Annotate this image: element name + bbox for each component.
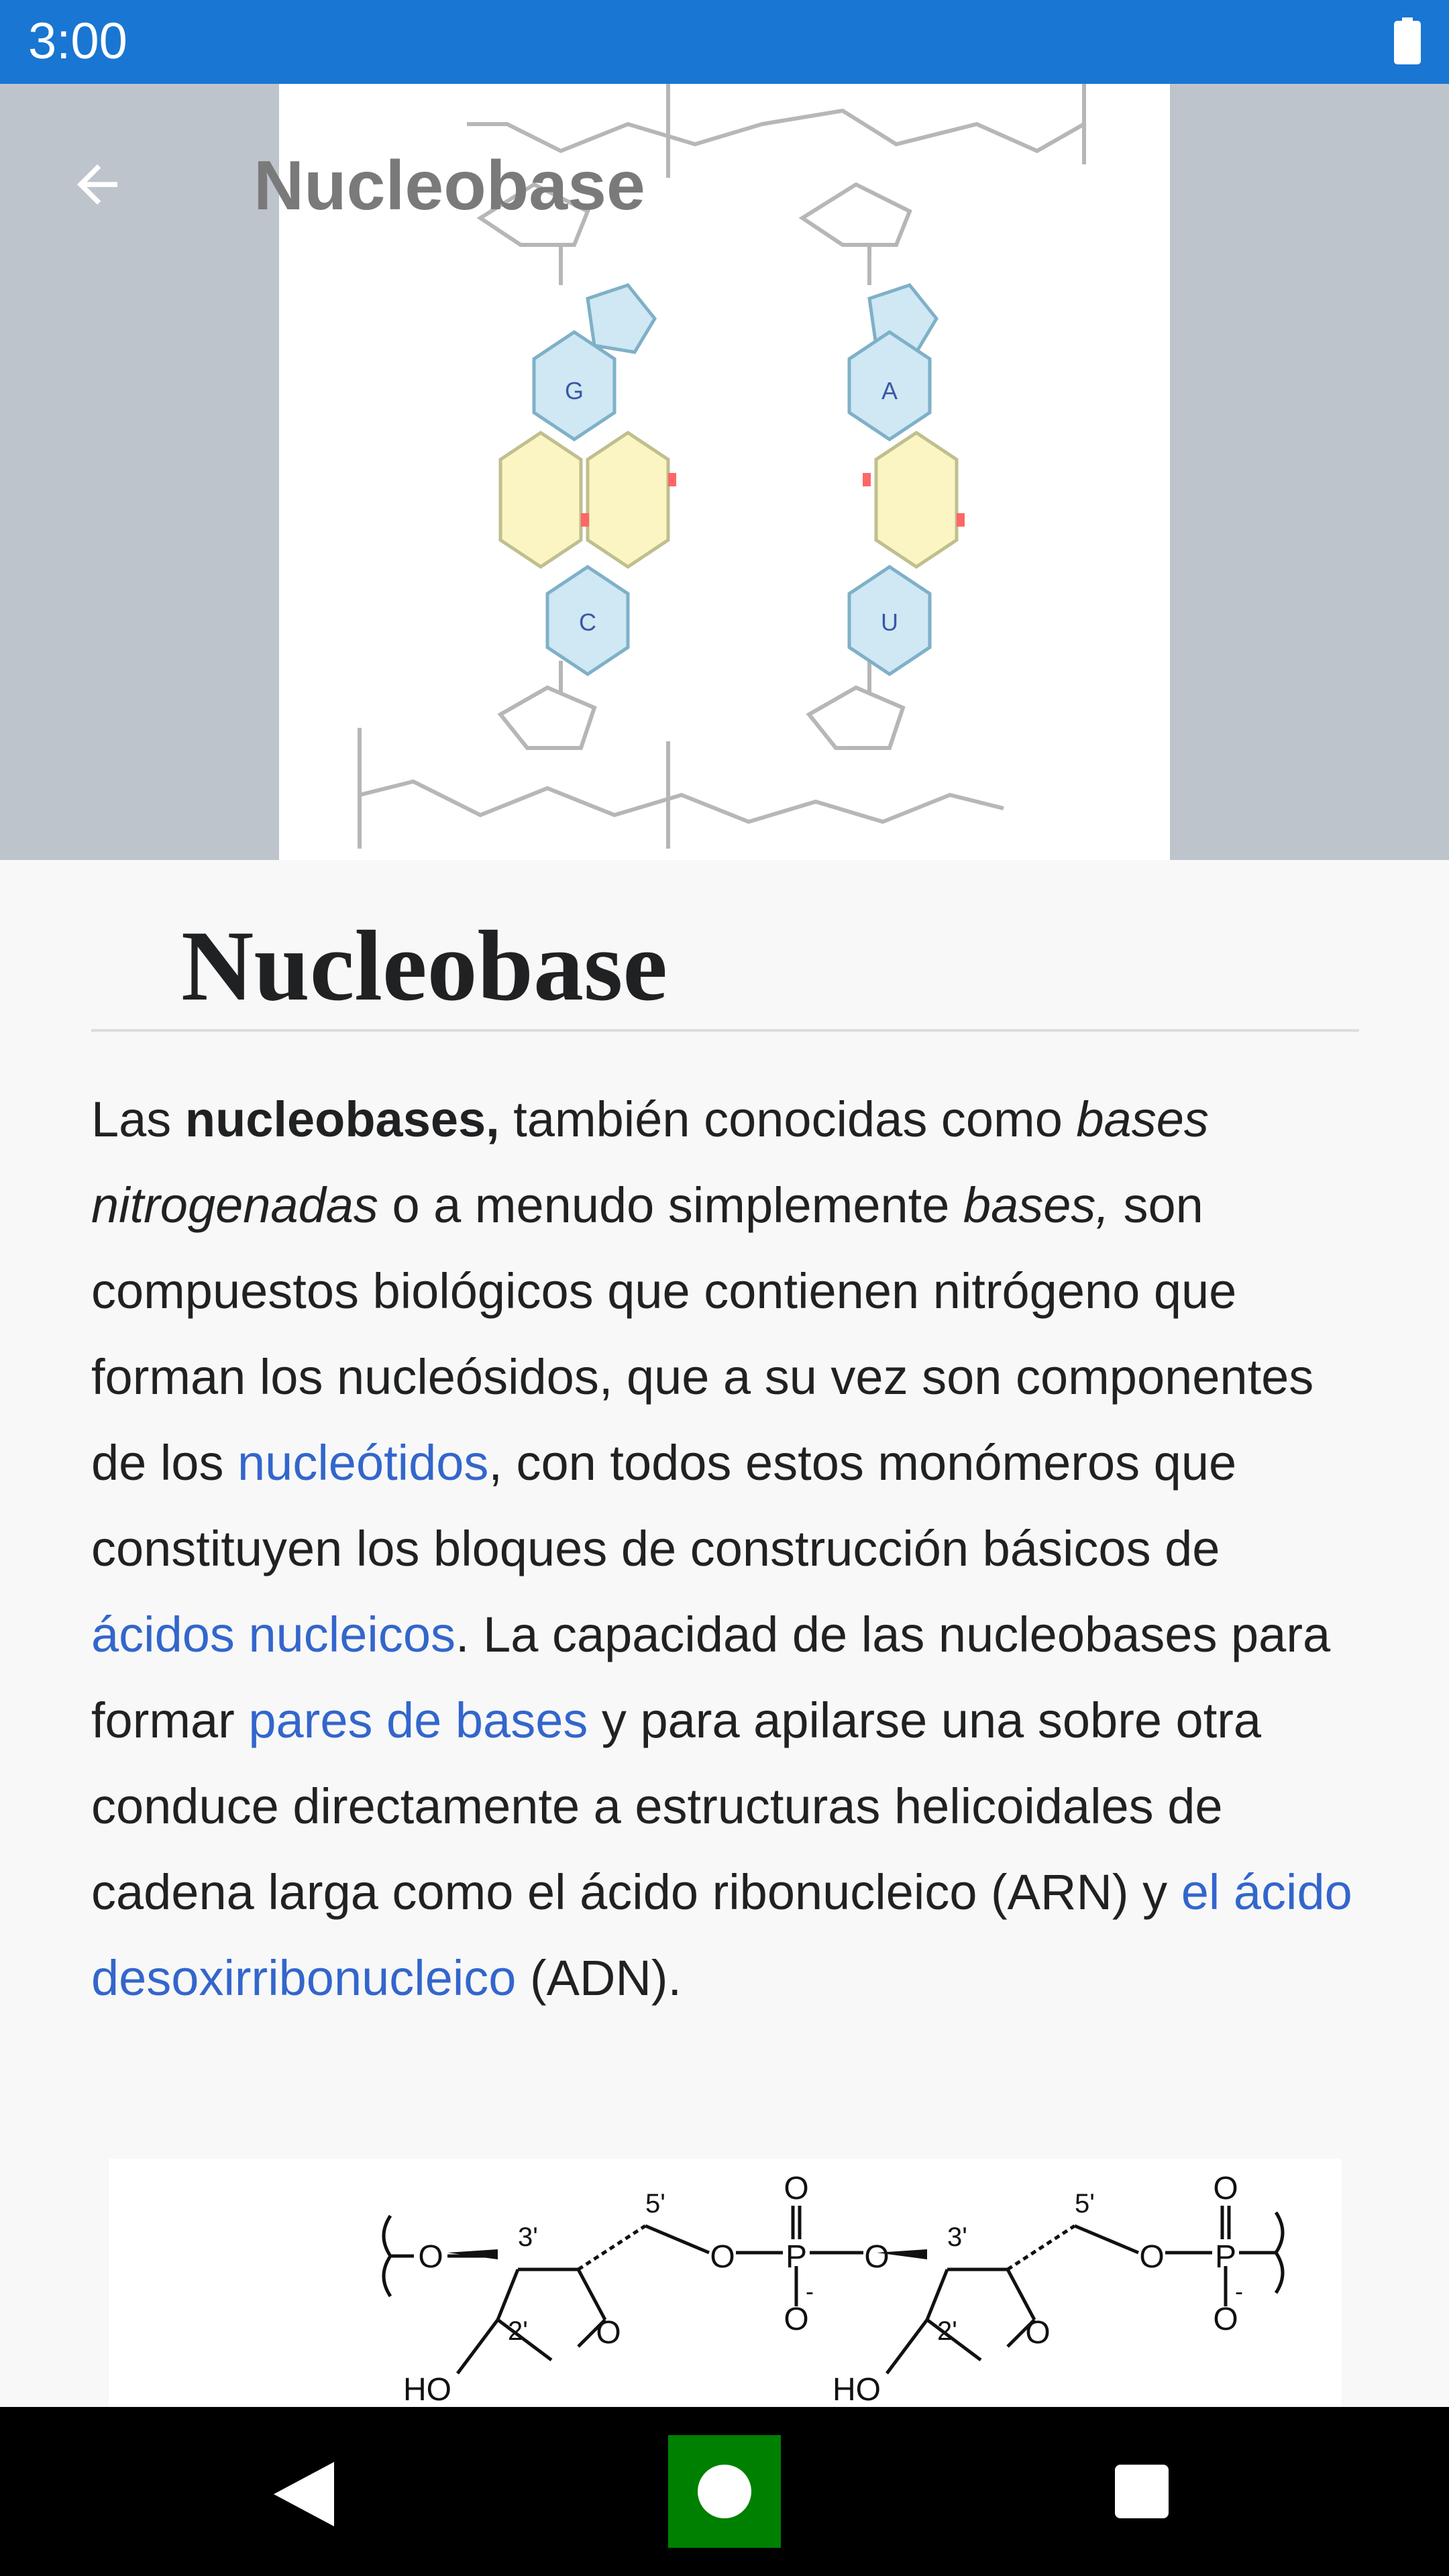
svg-text:O: O — [1025, 2315, 1051, 2351]
svg-text:5': 5' — [1075, 2189, 1095, 2218]
back-button[interactable] — [60, 148, 134, 221]
svg-text:O: O — [418, 2239, 443, 2275]
svg-text:3': 3' — [518, 2222, 538, 2252]
svg-text:2': 2' — [508, 2316, 528, 2346]
svg-text:O: O — [784, 2302, 809, 2337]
nav-home-icon[interactable] — [668, 2435, 781, 2548]
svg-text:O: O — [1213, 2171, 1238, 2206]
page-title: Nucleobase — [181, 910, 667, 1022]
svg-text:5': 5' — [645, 2189, 665, 2218]
battery-full-icon — [1394, 17, 1421, 64]
base-label-g: G — [564, 377, 584, 405]
text-run: y para apilarse una sobre otra conduce directamente a estructuras helicoidales de cadena larga como el ácido ribonucleico (ARN) y — [91, 1693, 1262, 1920]
svg-text:O: O — [1139, 2239, 1165, 2275]
svg-text:O: O — [1213, 2302, 1238, 2337]
article-paragraph — [91, 1077, 1366, 2021]
system-nav-bar — [0, 2407, 1449, 2576]
toolbar-title: Nucleobase — [254, 147, 645, 225]
status-bar — [0, 0, 1449, 84]
text-run-bold: nucleobases, — [184, 1091, 500, 1147]
svg-text:-: - — [806, 2277, 814, 2305]
arrow-back-icon — [67, 154, 127, 215]
text-run: (ADN). — [516, 1950, 682, 2006]
svg-text:P: P — [1214, 2239, 1237, 2275]
text-run: son compuestos biológicos que contienen nitrógeno que forman los nucleósidos, que a su vez son componentes de los — [91, 1177, 1314, 1491]
svg-text:HO: HO — [403, 2372, 451, 2407]
link-nucleotidos[interactable]: nucleótidos — [237, 1435, 489, 1491]
text-run-italic: bases nitrogenadas — [91, 1091, 1209, 1233]
base-label-c: C — [579, 608, 596, 636]
svg-text:HO: HO — [833, 2372, 881, 2407]
text-run-italic: bases, — [963, 1177, 1110, 1233]
text-run: Las — [91, 1091, 185, 1147]
text-run: o a menudo simplemente — [378, 1177, 963, 1233]
home-dot — [698, 2465, 751, 2518]
status-time: 3:00 — [28, 13, 127, 70]
nav-recent-icon[interactable] — [1115, 2465, 1169, 2518]
text-run: , con todos estos monómeros que constituyen los bloques de construcción básicos de — [91, 1435, 1237, 1576]
svg-text:P: P — [785, 2239, 808, 2275]
base-label-a: A — [881, 377, 898, 405]
base-label-u: U — [881, 608, 898, 636]
svg-text:O: O — [784, 2171, 809, 2206]
svg-text:2': 2' — [937, 2316, 957, 2346]
nav-back-icon[interactable] — [274, 2462, 334, 2526]
svg-text:O: O — [864, 2239, 890, 2275]
figure-rna-structure[interactable] — [109, 2159, 1342, 2407]
svg-text:O: O — [596, 2315, 621, 2351]
link-acidos-nucleicos[interactable]: ácidos nucleicos — [91, 1607, 455, 1662]
svg-text:O: O — [710, 2239, 735, 2275]
link-pares-de-bases[interactable]: pares de bases — [248, 1693, 588, 1748]
title-divider — [91, 1029, 1359, 1032]
svg-text:-: - — [1235, 2277, 1243, 2305]
header-image-area — [0, 84, 1449, 860]
svg-text:3': 3' — [947, 2222, 967, 2252]
link-acido-desoxirribonucleico[interactable]: el ácido desoxirribonucleico — [91, 1864, 1352, 2006]
text-run: también conocidas como — [499, 1091, 1077, 1147]
text-run: . La capacidad de las nucleobases para formar — [91, 1607, 1331, 1748]
